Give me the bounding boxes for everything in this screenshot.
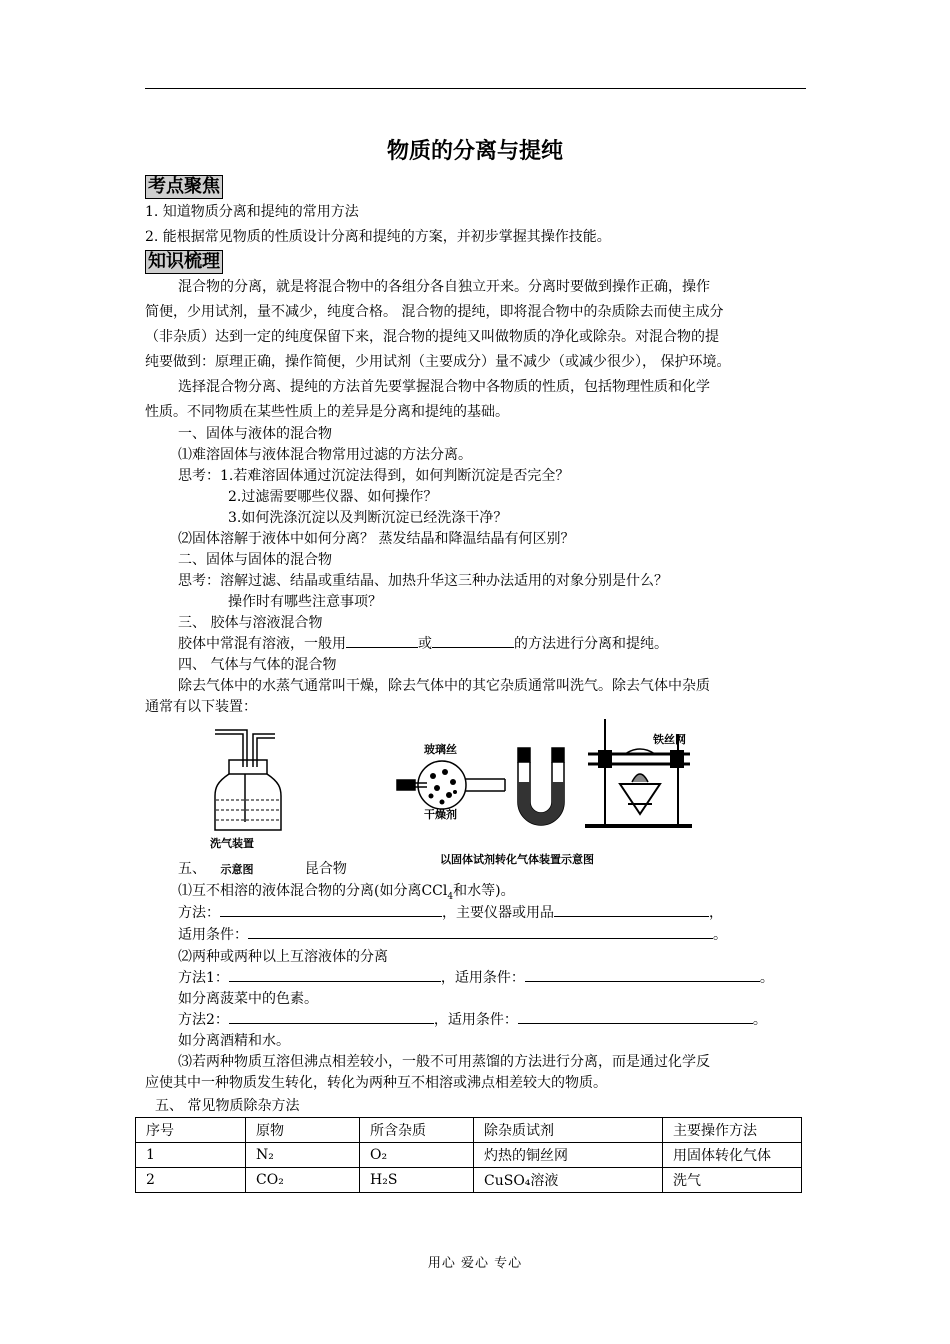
- header-cell: 所含杂质: [360, 1118, 474, 1143]
- method-label: 方法：: [178, 905, 220, 921]
- comma: ，: [709, 905, 723, 921]
- header-cell: 主要操作方法: [663, 1118, 802, 1143]
- period: 。: [713, 927, 727, 943]
- method2-cond-label: ，适用条件：: [433, 1012, 518, 1028]
- instrument-label: ，主要仪器或用品: [442, 905, 554, 921]
- mixture-heading-num: 五、: [178, 861, 206, 877]
- colloid-text-b: 或: [418, 636, 432, 652]
- heading-solid-liquid: 一、固体与液体的混合物: [178, 426, 332, 442]
- heading-solid-solid: 二、固体与固体的混合物: [178, 552, 332, 568]
- colloid-text-a: 胶体中常混有溶液，一般用: [178, 636, 346, 652]
- table-cell: CuSO₄溶液: [474, 1168, 663, 1193]
- method2-label: 方法2：: [178, 1012, 229, 1028]
- method1-cond-blank[interactable]: [525, 967, 760, 982]
- desiccant-label: 干燥剂: [424, 808, 457, 821]
- wire-gauze-label: 铁丝网: [653, 733, 686, 746]
- example-2: 如分离酒精和水。: [178, 1033, 290, 1049]
- para2-line-2: 性质。不同物质在某些性质上的差异是分离和提纯的基础。: [145, 404, 509, 420]
- focus-item-1: 1. 知道物质分离和提纯的常用方法: [145, 204, 359, 220]
- table-cell: 2: [136, 1168, 246, 1193]
- table-cell: 1: [136, 1143, 246, 1168]
- think-solid-solid: 思考：溶解过滤、结晶或重结晶、加热升华这三种办法适用的对象分别是什么？: [178, 573, 668, 589]
- table-cell: N₂: [246, 1143, 360, 1168]
- wash-caption-2: 示意图: [220, 863, 254, 876]
- filtration-line: ⑴难溶固体与液体混合物常用过滤的方法分离。: [178, 447, 472, 463]
- para2-line-1: 选择混合物分离、提纯的方法首先要掌握混合物中各物质的性质，包括物理性质和化学: [178, 379, 710, 395]
- table-cell: 洗气: [663, 1168, 802, 1193]
- para1-line-3: （非杂质）达到一定的纯度保留下来，混合物的提纯又叫做物质的净化或除杂。对混合物的提: [145, 329, 719, 345]
- table-row: [136, 1143, 802, 1168]
- method1-label: 方法1：: [178, 970, 229, 986]
- focus-item-2: 2. 能根据常见物质的性质设计分离和提纯的方案，并初步掌握其操作技能。: [145, 229, 611, 245]
- immiscible-text: ⑴互不相溶的液体混合物的分离(如分离CCl: [178, 883, 448, 899]
- dissolved-solid-line: ⑵固体溶解于液体中如何分离？ 蒸发结晶和降温结晶有何区别？: [178, 531, 575, 547]
- period: 。: [759, 970, 774, 986]
- header-cell: 序号: [136, 1118, 246, 1143]
- table-cell: H₂S: [360, 1168, 474, 1193]
- gas-para-2: 通常有以下装置：: [145, 699, 257, 715]
- heading-colloid: 三、 胶体与溶液混合物: [178, 615, 323, 631]
- para1-line-2: 简便，少用试剂，量不减少，纯度合格。 混合物的提纯，即将混合物中的杂质除去而使主成分: [145, 304, 724, 320]
- miscible-question: ⑵两种或两种以上互溶液体的分离: [178, 949, 388, 965]
- table-heading: 五、 常见物质除杂方法: [155, 1098, 300, 1114]
- mixture-heading-text: 昆合物: [304, 861, 347, 877]
- condition-blank[interactable]: [248, 924, 713, 939]
- heated-tube-figure: [580, 714, 695, 834]
- ccl4-subscript: 4: [447, 891, 454, 902]
- section-heading-focus: 考点聚焦: [145, 175, 223, 199]
- period: 。: [752, 1012, 767, 1028]
- u-tube-figure: [510, 742, 570, 832]
- glass-wool-label: 玻璃丝: [424, 743, 457, 756]
- method2-blank[interactable]: [229, 1009, 434, 1024]
- method1-cond-label: ，适用条件：: [440, 970, 525, 986]
- immiscible-text-end: 和水等)。: [453, 883, 515, 899]
- table-cell: O₂: [360, 1143, 474, 1168]
- method1-line: [178, 967, 774, 989]
- para1-line-1: 混合物的分离，就是将混合物中的各组分各自独立开来。分离时要做到操作正确，操作: [178, 279, 710, 295]
- chemical-conversion-1: ⑶若两种物质互溶但沸点相差较小，一般不可用蒸馏的方法进行分离，而是通过化学反: [178, 1054, 710, 1070]
- para1-line-4: 纯要做到：原理正确，操作简便，少用试剂（主要成分）量不减少（或减少很少）， 保护环境。: [145, 354, 731, 370]
- gas-para-1: 除去气体中的水蒸气通常叫干燥，除去气体中的其它杂质通常叫洗气。除去气体中杂质: [178, 678, 710, 694]
- impurity-table: [135, 1117, 802, 1193]
- example-1: 如分离菠菜中的色素。: [178, 991, 318, 1007]
- page-footer: 用心 爱心 专心: [427, 1256, 523, 1271]
- method2-cond-blank[interactable]: [518, 1009, 753, 1024]
- solid-reagent-caption: 以固体试剂转化气体装置示意图: [440, 853, 594, 866]
- immiscible-method-line: [178, 902, 723, 924]
- colloid-blank-2[interactable]: [432, 633, 514, 648]
- method1-blank[interactable]: [229, 967, 441, 982]
- header-rule: [145, 88, 806, 89]
- header-cell: 原物: [246, 1118, 360, 1143]
- mixture-heading: [178, 858, 347, 881]
- think-3: 3.如何洗涤沉淀以及判断沉淀已经洗涤干净？: [228, 510, 508, 526]
- instrument-blank[interactable]: [554, 902, 709, 917]
- table-cell: CO₂: [246, 1168, 360, 1193]
- colloid-line: [178, 633, 668, 655]
- table-header-row: [136, 1118, 802, 1143]
- method2-line: [178, 1009, 767, 1031]
- header-cell: 除杂质试剂: [474, 1118, 663, 1143]
- think-2: 2.过滤需要哪些仪器、如何操作？: [228, 489, 438, 505]
- condition-label: 适用条件：: [178, 927, 248, 943]
- colloid-text-c: 的方法进行分离和提纯。: [514, 636, 668, 652]
- table-cell: 灼热的铜丝网: [474, 1143, 663, 1168]
- table-row: [136, 1168, 802, 1193]
- immiscible-condition-line: [178, 924, 727, 946]
- section-heading-knowledge: 知识梳理: [145, 250, 223, 274]
- wash-caption-1: 洗气装置: [210, 837, 254, 850]
- chemical-conversion-2: 应使其中一种物质发生转化，转化为两种互不相溶或沸点相差较大的物质。: [145, 1075, 607, 1091]
- page-title: 物质的分离与提纯: [386, 139, 563, 164]
- heading-gas: 四、 气体与气体的混合物: [178, 657, 337, 673]
- table-cell: 用固体转化气体: [663, 1143, 802, 1168]
- method-blank[interactable]: [220, 902, 442, 917]
- think-notes: 操作时有哪些注意事项？: [228, 594, 382, 610]
- colloid-blank-1[interactable]: [346, 633, 418, 648]
- think-1: 思考：1.若难溶固体通过沉淀法得到，如何判断沉淀是否完全？: [178, 468, 570, 484]
